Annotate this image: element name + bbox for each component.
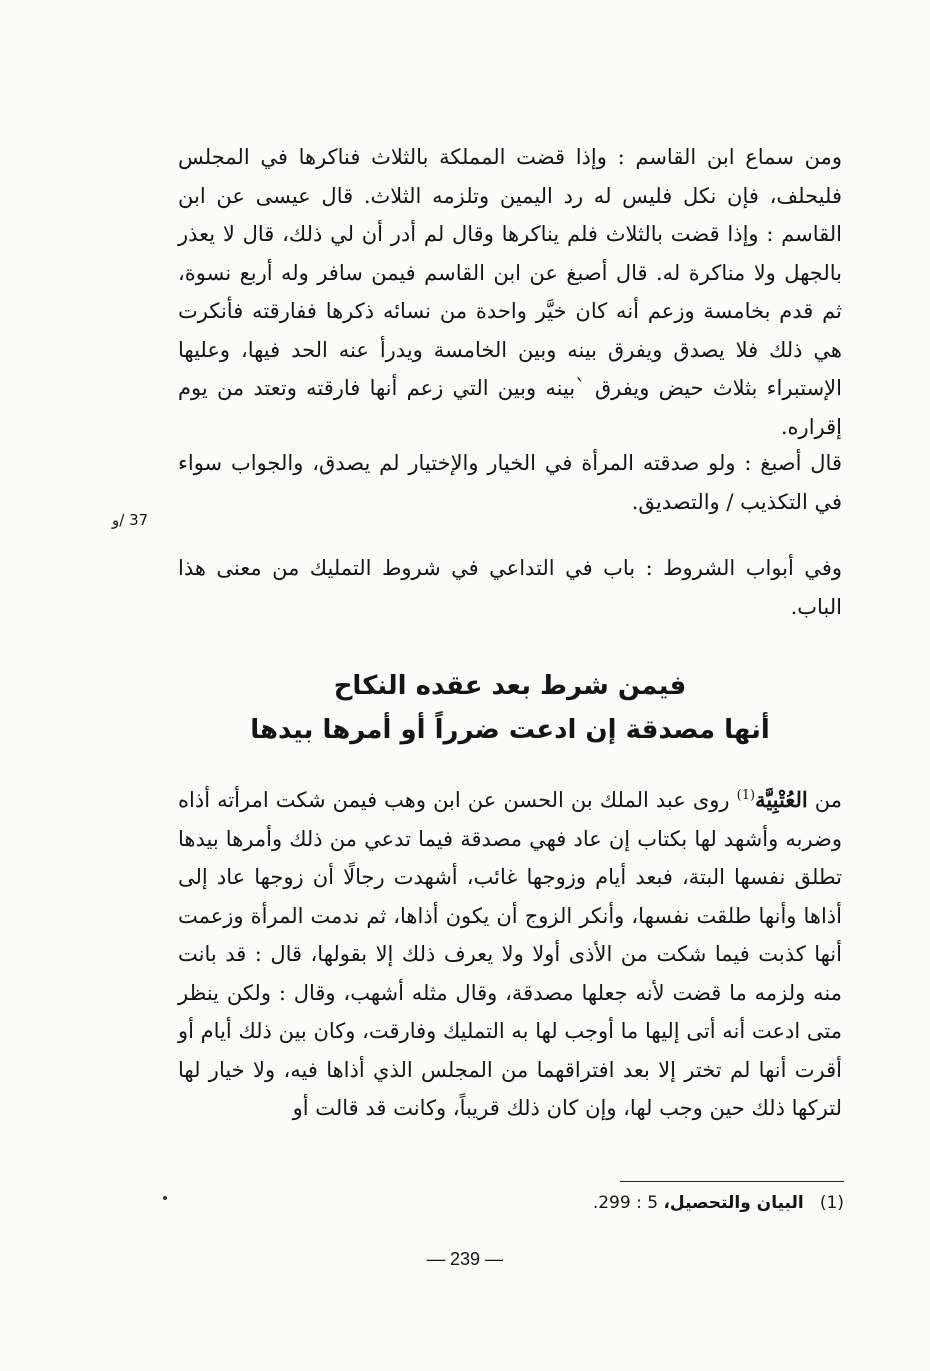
paragraph-sama-ibn-al-qasim: ومن سماع ابن القاسم : وإذا قضت المملكة بالثلاث فناكرها في المجلس فليحلف، فإن نكل فليس له رد اليمين وتلزمه الثلاث. قال عيسى عن ابن القاسم : وإذا قضت بالثلاث فلم يناكرها وقال لم أدر أن لي ذلك، قال لا يعذر بالجهل ولا مناكرة له. قال أصبغ عن ابن القاسم فيمن سافر وله أربع نسوة، ثم قدم بخامسة وزعم أنه كان خيَّر واحدة من نسائه ذكرها ففارقته فأنكرت هي ذلك فلا يصدق ويفرق بينه وبين الخامسة ويدرأ عنه الحد فيها، وعليها الإستبراء بثلاث حيض ويفرق `بينه وبين التي زعم أنها فارقته وتعتد من يوم إقراره. bbox=[178, 145, 842, 439]
footnote-source: البيان والتحصيل، bbox=[663, 1193, 804, 1213]
page-number: — 239 — bbox=[426, 1249, 504, 1269]
paragraph-asbagh: قال أصبغ : ولو صدقته المرأة في الخيار والإختيار لم يصدق، والجواب سواء في التكذيب / والتصديق. bbox=[178, 451, 842, 514]
paragraph-prefix: من bbox=[807, 788, 842, 812]
paragraph-utbiyya bbox=[178, 777, 842, 1128]
paragraph-abwab-al-shurut: وفي أبواب الشروط : باب في التداعي في شروط التمليك من معنى هذا الباب. bbox=[178, 556, 842, 619]
section-heading-line-2: أنها مصدقة إن ادعت ضرراً أو أمرها بيدها bbox=[250, 715, 770, 745]
footnote-reference: (1) bbox=[736, 788, 756, 803]
page-speck bbox=[163, 1196, 167, 1200]
paragraph-body: روى عبد الملك بن الحسن عن ابن وهب فيمن شكت امرأته أذاه وضربه وأشهد لها بكتاب إن عاد فهي مصدقة فيما تدعي من ذلك وأمرها بيدها تطلق نفسها البتة، فبعد أيام وزوجها غائب، أشهدت رجالًا أن زوجها عاد إلى أذاها وأنها طلقت نفسها، وأنكر الزوج أن يكون أذاها، ثم ندمت المرأة وزعمت أنها كذبت فيما شكت من الأذى أولا ولا يعرف ذلك إلا بقولها، قال : قد بانت منه ولزمه ما قضت لأنه جعلها مصدقة، وقال مثله أشهب، وقال : ولكن ينظر متى ادعت أنه أتى إليها ما أوجب لها به التمليك وفارقت، وكان بين ذلك أيام أو أقرت أنها لم تختر إلا بعد افتراقهما من المجلس الذي أذاها فيه، ولا خيار لها لتركها ذلك حين وجب لها، وإن كان ذلك قريباً، وكانت قد قالت أو bbox=[178, 788, 842, 1120]
folio-margin-note: 37 /و bbox=[112, 511, 149, 529]
section-heading-line-1: فيمن شرط بعد عقده النكاح bbox=[333, 671, 687, 701]
footnote-divider bbox=[620, 1181, 844, 1182]
source-title: العُتْبِيَّة bbox=[755, 787, 808, 812]
footnote-citation: 5 : 299. bbox=[592, 1193, 664, 1213]
footnote bbox=[560, 1193, 844, 1213]
footnote-marker: (1) bbox=[819, 1193, 844, 1213]
